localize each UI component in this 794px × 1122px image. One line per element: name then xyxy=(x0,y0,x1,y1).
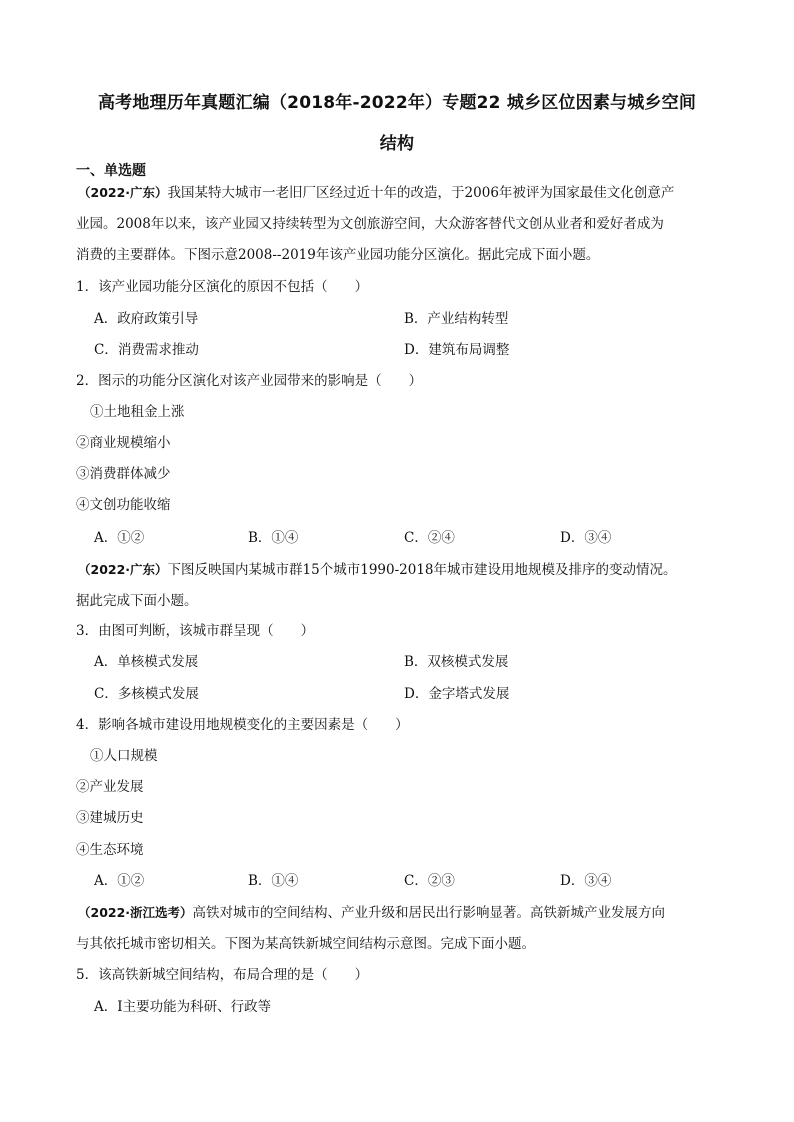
question-3-options-row-2 xyxy=(94,684,734,704)
option-d[interactable]: D．③④ xyxy=(560,530,612,546)
statement-2: ②商业规模缩小 xyxy=(76,435,171,451)
statement-3: ③建城历史 xyxy=(76,810,144,826)
statement-4: ④生态环境 xyxy=(76,842,144,858)
option-b[interactable]: B．产业结构转型 xyxy=(404,311,509,327)
context-text: 我国某特大城市一老旧厂区经过近十年的改造，于2006年被评为国家最佳文化创意产 xyxy=(167,185,675,201)
option-b[interactable]: B．双核模式发展 xyxy=(404,654,509,670)
source-tag: （2022·广东） xyxy=(78,185,168,200)
option-c[interactable]: C．②③ xyxy=(404,873,455,889)
context-paragraph-1 xyxy=(78,183,674,203)
question-1-options-row-2 xyxy=(94,340,734,360)
statement-1: ①土地租金上涨 xyxy=(90,404,185,420)
option-a[interactable]: A．①② xyxy=(94,873,145,889)
option-b[interactable]: B．①④ xyxy=(248,873,299,889)
question-1-options-row-1 xyxy=(94,309,734,329)
statement-1: ①人口规模 xyxy=(90,748,158,764)
source-tag: （2022·广东） xyxy=(78,562,168,577)
option-b[interactable]: B．①④ xyxy=(248,530,299,546)
question-4-stem: 4．影响各城市建设用地规模变化的主要因素是（ ） xyxy=(76,717,409,733)
context-paragraph-2 xyxy=(78,560,677,580)
option-a[interactable]: A．I主要功能为科研、行政等 xyxy=(94,999,272,1015)
question-3-stem: 3．由图可判断，该城市群呈现（ ） xyxy=(76,623,315,639)
statement-2: ②产业发展 xyxy=(76,779,144,795)
context-line: 业园。2008年以来，该产业园又持续转型为文创旅游空间，大众游客替代文创从业者和爱好者成为 xyxy=(76,216,664,232)
context-paragraph-3 xyxy=(78,903,665,923)
context-line: 消费的主要群体。下图示意2008--2019年该产业园功能分区演化。据此完成下面小题。 xyxy=(76,247,600,263)
doc-title-line-1: 高考地理历年真题汇编（2018年-2022年）专题22 城乡区位因素与城乡空间 xyxy=(97,93,697,113)
option-c[interactable]: C．多核模式发展 xyxy=(94,686,199,702)
context-line: 与其依托城市密切相关。下图为某高铁新城空间结构示意图。完成下面小题。 xyxy=(76,936,535,952)
option-a[interactable]: A．单核模式发展 xyxy=(94,654,199,670)
option-c[interactable]: C．消费需求推动 xyxy=(94,342,199,358)
option-d[interactable]: D．金字塔式发展 xyxy=(404,686,510,702)
question-5-stem: 5．该高铁新城空间结构，布局合理的是（ ） xyxy=(76,967,369,983)
option-d[interactable]: D．③④ xyxy=(560,873,612,889)
section-heading: 一、单选题 xyxy=(76,163,146,179)
option-a[interactable]: A．①② xyxy=(94,530,145,546)
statement-3: ③消费群体减少 xyxy=(76,466,171,482)
question-3-options-row-1 xyxy=(94,652,734,672)
option-a[interactable]: A．政府政策引导 xyxy=(94,311,199,327)
context-text: 下图反映国内某城市群15个城市1990-2018年城市建设用地规模及排序的变动情况。 xyxy=(167,562,677,578)
statement-4: ④文创功能收缩 xyxy=(76,497,171,513)
question-2-options-row xyxy=(94,528,734,548)
question-1-stem: 1．该产业园功能分区演化的原因不包括（ ） xyxy=(76,279,369,295)
doc-title-line-2: 结构 xyxy=(379,134,415,154)
option-d[interactable]: D．建筑布局调整 xyxy=(404,342,510,358)
context-text: 高铁对城市的空间结构、产业升级和居民出行影响显著。高铁新城产业发展方向 xyxy=(192,905,666,921)
source-tag: （2022·浙江选考） xyxy=(78,905,193,920)
context-line: 据此完成下面小题。 xyxy=(76,593,198,609)
question-2-stem: 2．图示的功能分区演化对该产业园带来的影响是（ ） xyxy=(76,373,423,389)
question-4-options-row xyxy=(94,871,734,891)
option-c[interactable]: C．②④ xyxy=(404,530,455,546)
